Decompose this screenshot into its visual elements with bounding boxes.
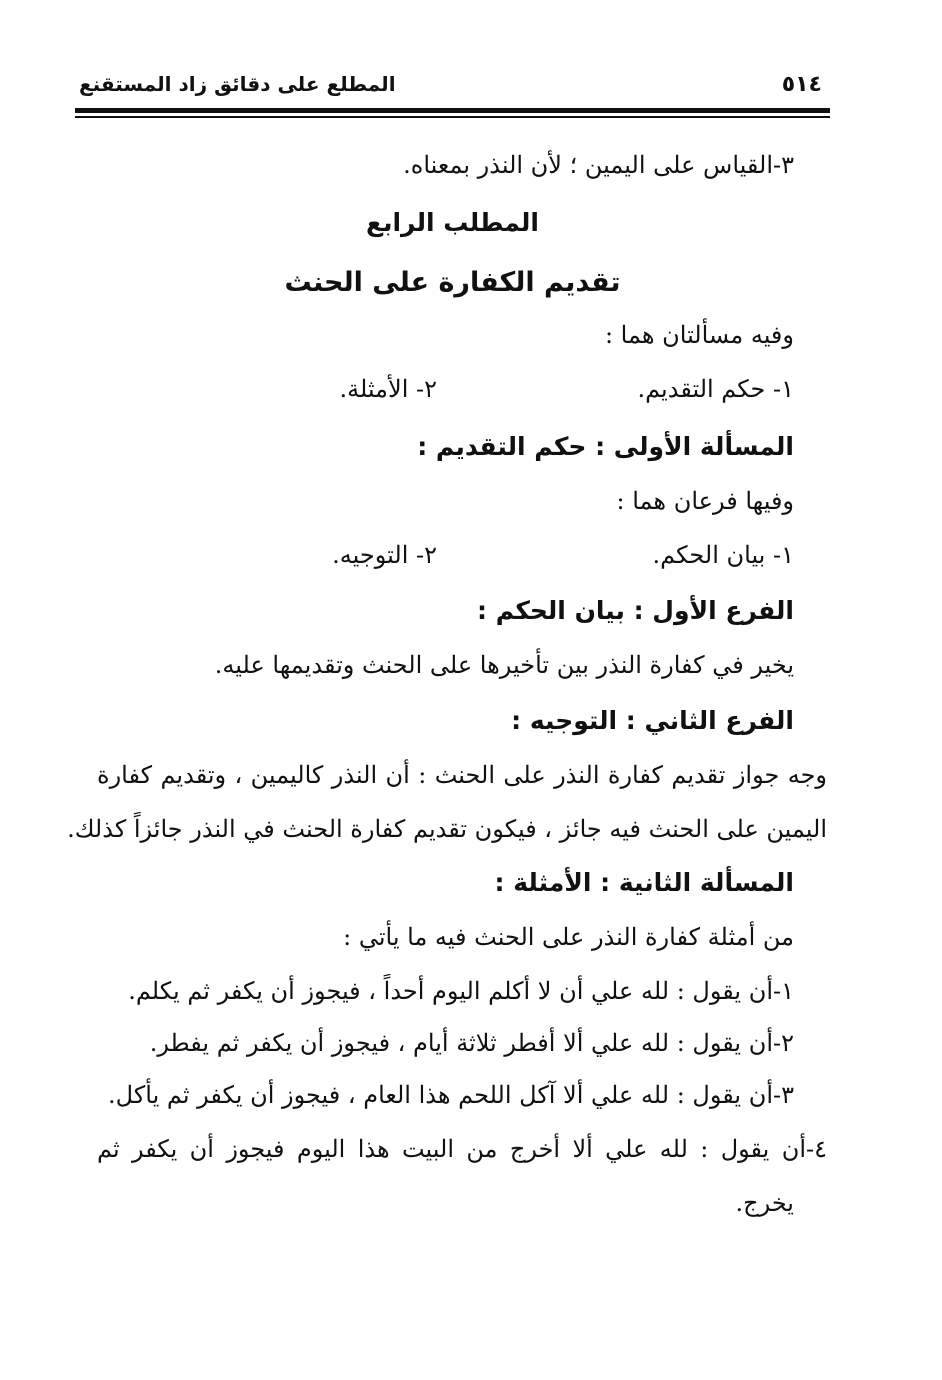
branch-two-heading: الفرع الثاني : التوجيه : (511, 706, 794, 735)
branch-list-item-1: ١- بيان الحكم. (652, 541, 794, 569)
branch-two-text-line-2: اليمين على الحنث فيه جائز ، فيكون تقديم كفارة الحنث في النذر جائزاً كذلك. (67, 815, 827, 843)
issues-intro: وفيه مسألتان هما : (604, 321, 794, 349)
branch-two-text-line-1: وجه جواز تقديم كفارة النذر على الحنث : أن النذر كاليمين ، وتقديم كفارة (97, 761, 827, 789)
branch-one-heading: الفرع الأول : بيان الحكم : (477, 596, 794, 625)
issue-two-heading: المسألة الثانية : الأمثلة : (494, 868, 794, 897)
branches-intro: وفيها فرعان هما : (616, 487, 794, 515)
examples-intro: من أمثلة كفارة النذر على الحنث فيه ما يأتي : (343, 923, 794, 951)
example-2: ٢-أن يقول : لله علي ألا أفطر ثلاثة أيام ، فيجوز أن يكفر ثم يفطر. (149, 1029, 794, 1057)
example-3: ٣-أن يقول : لله علي ألا آكل اللحم هذا العام ، فيجوز أن يكفر ثم يأكل. (108, 1081, 794, 1109)
branch-list-item-2: ٢- التوجيه. (332, 541, 437, 569)
section-title: المطلب الرابع (366, 208, 539, 237)
example-4-line-1: ٤-أن يقول : لله علي ألا أخرج من البيت هذا اليوم فيجوز أن يكفر ثم (97, 1135, 827, 1163)
running-header (75, 70, 830, 106)
header-rule-thick (75, 108, 830, 113)
issue-list-item-2: ٢- الأمثلة. (339, 375, 437, 403)
example-1: ١-أن يقول : لله علي أن لا أكلم اليوم أحداً ، فيجوز أن يكفر ثم يكلم. (128, 977, 794, 1005)
header-rule-thin (75, 116, 830, 118)
intro-line: ٣-القياس على اليمين ؛ لأن النذر بمعناه. (403, 151, 794, 179)
section-subtitle: تقديم الكفارة على الحنث (284, 267, 621, 298)
example-4-line-2: يخرج. (735, 1189, 794, 1217)
book-title: المطلع على دقائق زاد المستقنع (79, 72, 396, 96)
issue-one-heading: المسألة الأولى : حكم التقديم : (417, 432, 794, 461)
issue-list-item-1: ١- حكم التقديم. (637, 375, 794, 403)
page-number: ٥١٤ (781, 72, 822, 97)
branch-one-text: يخير في كفارة النذر بين تأخيرها على الحنث وتقديمها عليه. (214, 651, 794, 679)
